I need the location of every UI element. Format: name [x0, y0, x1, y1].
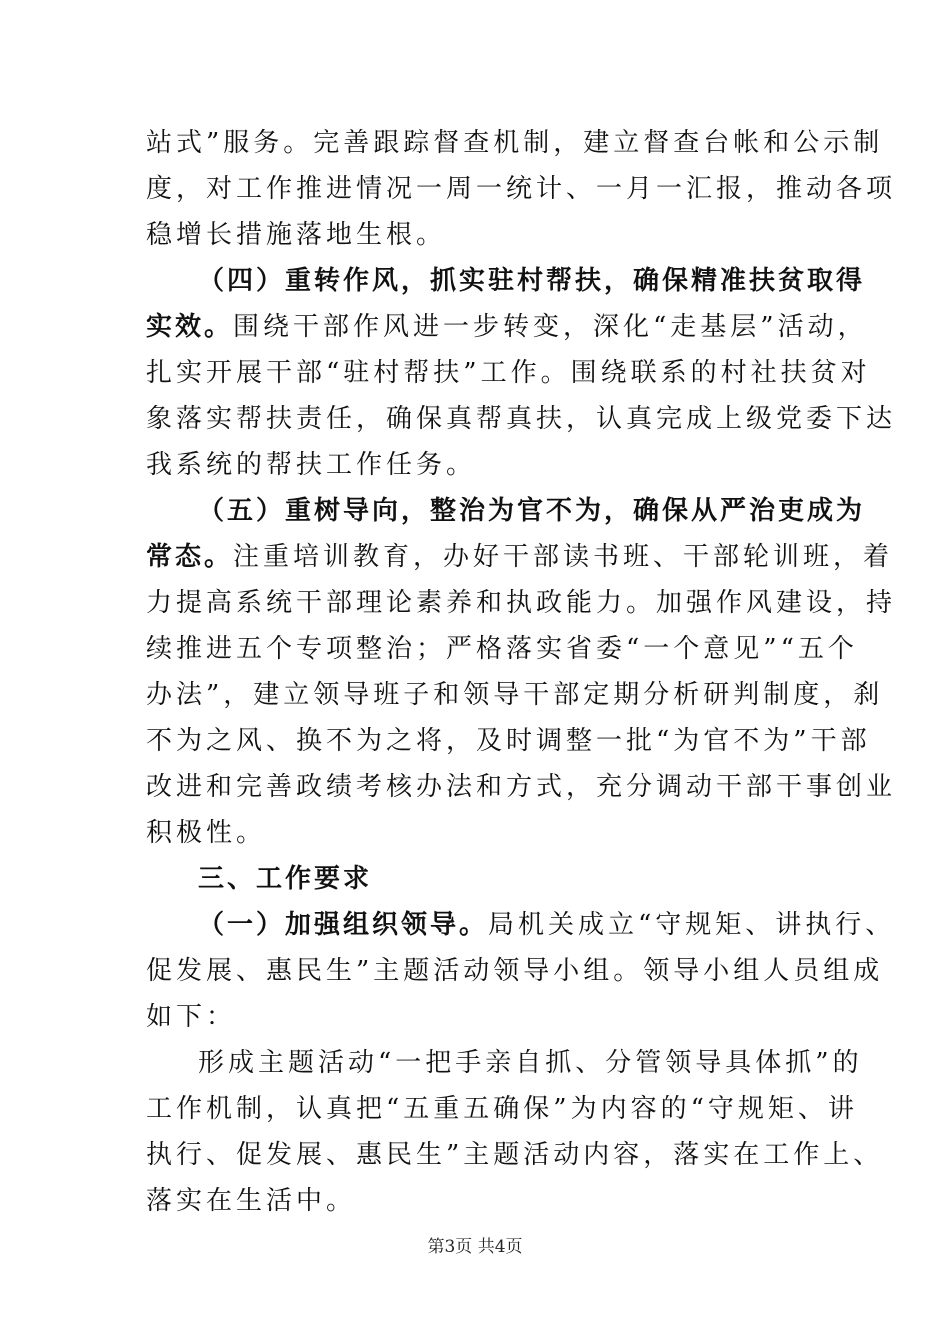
heading-tail: 常态。 — [146, 542, 234, 572]
body-text-line — [146, 540, 894, 574]
body-text-line — [198, 908, 896, 942]
body-text: 局机关成立“守规矩、讲执行、 — [488, 910, 896, 940]
body-text-line: 象落实帮扶责任，确保真帮真扶，认真完成上级党委下达 — [146, 404, 897, 434]
body-text-line: 落实在生活中。 — [146, 1186, 357, 1216]
body-text-line: 办法”，建立领导班子和领导干部定期分析研判制度，刹 — [146, 680, 884, 710]
body-text-line: 稳增长措施落地生根。 — [146, 220, 447, 250]
body-text: 注重培训教育，办好干部读书班、干部轮训班，着 — [233, 542, 894, 572]
section-heading: （五）重树导向，整治为官不为，确保从严治吏成为 — [198, 496, 866, 526]
body-text-line: 站式”服务。完善跟踪督查机制，建立督查台帐和公示制 — [146, 128, 884, 158]
body-text-line: 积极性。 — [146, 818, 267, 848]
section-heading: （四）重转作风，抓实驻村帮扶，确保精准扶贫取得 — [198, 266, 866, 296]
body-text-line: 度，对工作推进情况一周一统计、一月一汇报，推动各项 — [146, 174, 897, 204]
body-text-line: 执行、促发展、惠民生”主题活动内容，落实在工作上、 — [146, 1140, 884, 1170]
subsection-heading: （一）加强组织领导。 — [198, 910, 489, 940]
page-number-footer: 第3页 共4页 — [427, 1237, 523, 1257]
body-text-line: 扎实开展干部“驻村帮扶”工作。围绕联系的村社扶贫对 — [146, 358, 871, 388]
body-text-line: 如下： — [146, 1002, 237, 1032]
body-text-line: 我系统的帮扶工作任务。 — [146, 450, 477, 480]
body-text: 围绕干部作风进一步转变，深化“走基层”活动， — [233, 312, 868, 342]
body-text-line — [146, 310, 868, 344]
chapter-heading: 三、工作要求 — [198, 864, 373, 894]
body-text-line: 不为之风、换不为之将，及时调整一批“为官不为”干部 — [146, 726, 871, 756]
body-text-line: 改进和完善政绩考核办法和方式，充分调动干部干事创业 — [146, 772, 897, 802]
body-text-line: 形成主题活动“一把手亲自抓、分管领导具体抓”的 — [198, 1048, 863, 1078]
body-text-line: 工作机制，认真把“五重五确保”为内容的“守规矩、讲 — [146, 1094, 858, 1124]
body-text-line: 力提高系统干部理论素养和执政能力。加强作风建设，持 — [146, 588, 897, 618]
heading-tail: 实效。 — [146, 312, 234, 342]
body-text-line: 促发展、惠民生”主题活动领导小组。领导小组人员组成 — [146, 956, 884, 986]
body-text-line: 续推进五个专项整治；严格落实省委“一个意见”“五个 — [146, 634, 858, 664]
